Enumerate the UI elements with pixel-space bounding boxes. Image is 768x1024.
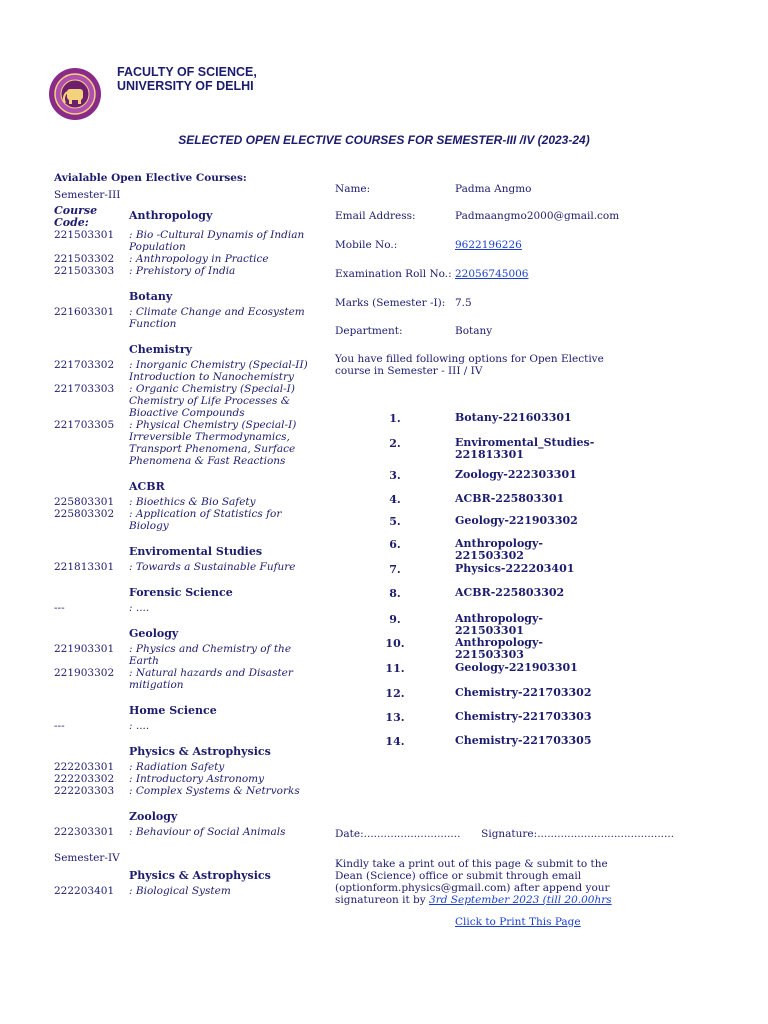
- course-title: : Bioethics & Bio Safety: [129, 496, 256, 508]
- department-name: Anthropology: [129, 208, 213, 222]
- option-row: [335, 587, 665, 600]
- name-value: Padma Angmo: [455, 183, 532, 195]
- option-value: Geology-221903301: [455, 661, 578, 674]
- department-block: [54, 705, 324, 732]
- course-row: [54, 306, 324, 330]
- course-code: 225803301: [54, 496, 115, 508]
- course-code: 222303301: [54, 826, 115, 838]
- department-block: [54, 205, 324, 277]
- department-name: Enviromental Studies: [129, 545, 263, 558]
- course-code: 222203302: [54, 773, 115, 785]
- course-row: [54, 602, 324, 614]
- option-row: [335, 711, 665, 724]
- department-block: [54, 344, 324, 467]
- course-title: : Application of Statistics for Biology: [129, 508, 282, 532]
- option-row: [335, 469, 665, 482]
- course-row: [54, 885, 324, 897]
- course-code-label: Course Code:: [54, 204, 98, 229]
- option-row: [335, 613, 665, 637]
- option-value: Chemistry-221703303: [455, 710, 592, 723]
- option-row: [335, 493, 665, 506]
- course-title: : Climate Change and Ecosystem Function: [129, 306, 305, 330]
- course-code: 221503303: [54, 265, 115, 277]
- option-value: Zoology-222303301: [455, 468, 577, 481]
- option-number: 3.: [389, 469, 401, 482]
- course-row: [54, 643, 324, 667]
- department-value: Botany: [455, 325, 493, 337]
- department-block: [54, 481, 324, 532]
- department-header: [54, 344, 324, 359]
- option-value: Physics-222203401: [455, 562, 575, 575]
- option-number: 12.: [385, 687, 405, 700]
- submission-note: [335, 858, 635, 906]
- course-code: ---: [54, 602, 65, 614]
- semester-3-course-list: [54, 205, 324, 838]
- option-value: ACBR-225803301: [455, 492, 565, 505]
- option-number: 4.: [389, 493, 401, 506]
- semester-4-course-list: [54, 870, 324, 897]
- department-header: [54, 481, 324, 496]
- option-row: [335, 563, 665, 576]
- department-header: [54, 746, 324, 761]
- course-row: [54, 720, 324, 732]
- marks-label: Marks (Semester -I):: [335, 297, 446, 309]
- option-number: 8.: [389, 587, 401, 600]
- department-name: Home Science: [129, 704, 217, 717]
- roll-label: Examination Roll No.:: [335, 268, 452, 280]
- faculty-line2: UNIVERSITY OF DELHI: [117, 79, 254, 93]
- course-title: : Physics and Chemistry of the Earth: [129, 643, 292, 667]
- department-row: [335, 325, 715, 337]
- department-name: Botany: [129, 290, 173, 303]
- course-title: : Natural hazards and Disaster mitigation: [129, 667, 293, 691]
- email-value: Padmaangmo2000@gmail.com: [455, 210, 620, 222]
- option-value: Botany-221603301: [455, 411, 572, 424]
- course-title: : ....: [129, 602, 150, 614]
- course-title: : Bio -Cultural Dynamis of Indian Population: [129, 229, 305, 253]
- semester-4-label: Semester-IV: [54, 852, 120, 864]
- course-title: : Biological System: [129, 885, 231, 897]
- mobile-link[interactable]: 9622196226: [455, 239, 522, 251]
- option-value: Chemistry-221703305: [455, 734, 592, 747]
- course-row: [54, 667, 324, 691]
- department-name: Physics & Astrophysics: [129, 869, 271, 882]
- mobile-row: [335, 239, 715, 251]
- option-row: [335, 662, 665, 675]
- option-value: Anthropology-221503303: [455, 636, 543, 661]
- department-block: [54, 811, 324, 838]
- course-row: [54, 253, 324, 265]
- option-number: 2.: [389, 437, 401, 450]
- option-number: 5.: [389, 515, 401, 528]
- course-row: [54, 508, 324, 532]
- department-header: [54, 870, 324, 885]
- course-code: 221813301: [54, 561, 115, 573]
- department-block: [54, 291, 324, 330]
- university-logo: [48, 67, 102, 121]
- option-row: [335, 412, 665, 425]
- course-row: [54, 496, 324, 508]
- option-row: [335, 515, 665, 528]
- option-value: Anthropology-221503301: [455, 612, 543, 637]
- option-value: Enviromental_Studies-221813301: [455, 436, 595, 461]
- course-row: [54, 265, 324, 277]
- option-row: [335, 735, 665, 748]
- course-row: [54, 773, 324, 785]
- options-intro: You have filled following options for Open Elective course in Semester - III / IV: [335, 353, 604, 377]
- department-header: [54, 705, 324, 720]
- mobile-label: Mobile No.:: [335, 239, 398, 251]
- course-code: 221703302: [54, 359, 115, 371]
- name-label: Name:: [335, 183, 371, 195]
- option-number: 10.: [385, 637, 405, 650]
- department-name: Forensic Science: [129, 586, 233, 599]
- department-block: [54, 628, 324, 691]
- option-number: 1.: [389, 412, 401, 425]
- department-block: [54, 746, 324, 797]
- option-value: Geology-221903302: [455, 514, 578, 527]
- option-number: 11.: [385, 662, 405, 675]
- department-name: Zoology: [129, 810, 178, 823]
- course-code: 221903302: [54, 667, 115, 679]
- course-row: [54, 419, 324, 467]
- available-courses-label: Avialable Open Elective Courses:: [54, 172, 247, 184]
- name-row: [335, 183, 715, 195]
- deadline-link[interactable]: 3rd September 2023 (till 20.00hrs: [429, 894, 612, 906]
- course-row: [54, 826, 324, 838]
- department-header: [54, 811, 324, 826]
- course-title: : Radiation Safety: [129, 761, 225, 773]
- course-row: [54, 561, 324, 573]
- roll-number-link[interactable]: 22056745006: [455, 268, 529, 280]
- department-name: Geology: [129, 627, 179, 640]
- option-value: Chemistry-221703302: [455, 686, 592, 699]
- course-code: 221603301: [54, 306, 115, 318]
- course-title: : Organic Chemistry (Special-I) Chemistry of Life Processes & Bioactive Compounds: [129, 383, 295, 419]
- course-title: : Physical Chemistry (Special-I) Irreversible Thermodynamics, Transport Phenomena, Surface Phenomena & Fast Reactions: [129, 419, 297, 467]
- course-row: [54, 785, 324, 797]
- course-code: 221503301: [54, 229, 115, 241]
- semester-3-label: Semester-III: [54, 189, 121, 201]
- course-row: [54, 229, 324, 253]
- course-title: : Introductory Astronomy: [129, 773, 265, 785]
- faculty-heading: [117, 65, 257, 93]
- faculty-line1: FACULTY OF SCIENCE,: [117, 65, 257, 79]
- course-row: [54, 359, 324, 383]
- department-block: [54, 587, 324, 614]
- course-code: 221503302: [54, 253, 115, 265]
- department-name: ACBR: [129, 480, 165, 493]
- email-row: [335, 210, 715, 222]
- course-title: : Complex Systems & Netrvorks: [129, 785, 300, 797]
- option-row: [335, 437, 665, 461]
- department-block: [54, 870, 324, 897]
- marks-value: 7.5: [455, 297, 472, 309]
- course-title: : Behaviour of Social Animals: [129, 826, 286, 838]
- course-code: 225803302: [54, 508, 115, 520]
- department-header: [54, 205, 324, 229]
- option-number: 9.: [389, 613, 401, 626]
- department-header: [54, 291, 324, 306]
- department-name: Chemistry: [129, 343, 193, 356]
- course-title: : Anthropology in Practice: [129, 253, 269, 265]
- option-number: 7.: [389, 563, 401, 576]
- course-code: ---: [54, 720, 65, 732]
- print-page-link-wrap: [455, 916, 581, 928]
- date-field: Date:.............................: [335, 828, 461, 840]
- course-title: : Prehistory of India: [129, 265, 236, 277]
- note-text: Kindly take a print out of this page & submit to the Dean (Science) office or submit through email (optionform.physics@gmail.com) after append your signatureon it by: [335, 858, 610, 906]
- option-value: Anthropology-221503302: [455, 537, 543, 562]
- option-number: 13.: [385, 711, 405, 724]
- course-title: : ....: [129, 720, 150, 732]
- course-code: 221703303: [54, 383, 115, 395]
- available-courses-panel: [54, 172, 324, 897]
- course-row: [54, 761, 324, 773]
- department-label: Department:: [335, 325, 403, 337]
- marks-row: [335, 297, 715, 309]
- course-title: : Inorganic Chemistry (Special-II) Introduction to Nanochemistry: [129, 359, 308, 383]
- department-header: [54, 587, 324, 602]
- option-row: [335, 637, 665, 661]
- roll-row: [335, 268, 715, 280]
- department-name: Physics & Astrophysics: [129, 745, 271, 758]
- option-value: ACBR-225803302: [455, 586, 565, 599]
- option-row: [335, 687, 665, 700]
- option-number: 14.: [385, 735, 405, 748]
- signature-field: Signature:.........................................: [481, 828, 675, 840]
- course-code: 222203301: [54, 761, 115, 773]
- course-code: 222203401: [54, 885, 115, 897]
- print-page-link[interactable]: Click to Print This Page: [455, 916, 581, 928]
- page-title: SELECTED OPEN ELECTIVE COURSES FOR SEMESTER-III /IV (2023-24): [178, 133, 590, 147]
- course-code: 222203303: [54, 785, 115, 797]
- email-label: Email Address:: [335, 210, 416, 222]
- course-row: [54, 383, 324, 419]
- department-header: [54, 546, 324, 561]
- department-header: [54, 628, 324, 643]
- signature-line: [335, 828, 674, 840]
- course-code: 221703305: [54, 419, 115, 431]
- course-title: : Towards a Sustainable Fufure: [129, 561, 296, 573]
- department-block: [54, 546, 324, 573]
- option-number: 6.: [389, 538, 401, 551]
- option-row: [335, 538, 665, 562]
- course-code: 221903301: [54, 643, 115, 655]
